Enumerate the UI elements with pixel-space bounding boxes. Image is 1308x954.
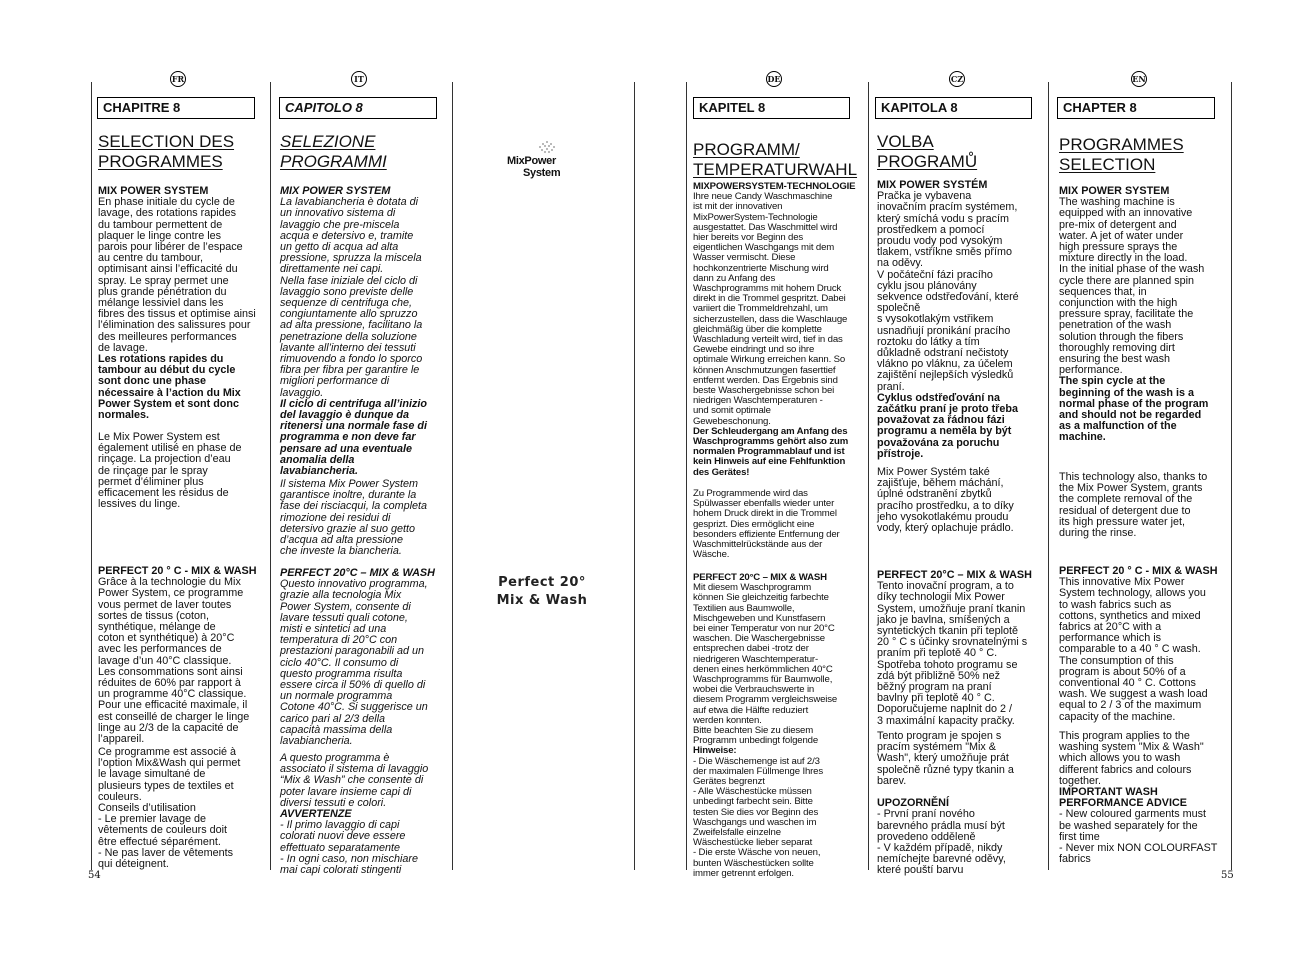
- paragraph: Grâce à la technologie du Mix Power System, ce programme vous permet de laver toutes sortes de tissus (coton, synthétique, mélange de coton et synthétique) à 20°C avec les performances de lavage d’un 40°C classique. Les consommations sont ainsi réduites de 60% par rapport à un programme 40°C classique. Pour une efficacité maximale, il est conseillé de charger le linge linge au 2/3 de la capacité de l’appareil.: [98, 576, 250, 746]
- paragraph: The washing machine is equipped with an innovative pre-mix of detergent and water. A jet of water under high pressure sprays the mixture directly in the load. In the initial phase of the wash cycle there are planned spin sequences that, in conjunction with the high pressure spray, facilitate the penetration of the wash solution through the fibers thoroughly removing dirt ensuring the best wash performance.: [1059, 196, 1205, 377]
- subheading: PERFECT 20 ° C - MIX & WASH: [1059, 565, 1218, 577]
- lang-badge-de: DE: [766, 71, 782, 87]
- text-block-it-rinse: Il sistema Mix Power System garantisce inoltre, durante la fase dei risciacqui, la completa rimozione dei residui di detersivo grazie al suo getto d’acqua ad alta pressione che investe la biancheria.: [280, 478, 428, 558]
- lang-badge-fr: FR: [170, 71, 186, 87]
- lang-badge-en: EN: [1131, 71, 1147, 87]
- paragraph: - Die Wäschemenge ist auf 2/3 der maximalen Füllmenge Ihres Gerätes begrenzt - Alle Wäschestücke müssen unbedingt farbecht sein. Bitte testen Sie dies vor Beginn des Waschgangs und waschen im Zweifelsfalle einzelne Wäschestücke lieber separat - Die erste Wäsche von neuen, bunten Wäschestücken sollte immer getrennt erfolgen.: [693, 755, 824, 879]
- rule: [1048, 82, 1049, 870]
- chapter-box-fr: CHAPITRE 8: [97, 97, 255, 119]
- text-block-en-p20: [1059, 566, 1218, 723]
- paragraph: En phase initiale du cycle de lavage, des rotations rapides du tambour permettent de plaquer le linge contre les parois pour libérer de l’espace au centre du tambour, optimisant ainsi l’efficacité du spray. Le spray permet une plus grande pénétration du mélange lessiviel dans les fibres des tissus et optimise ainsi l’élimination des salissures pour des meilleures performances de lavage.: [98, 196, 256, 354]
- section-title-fr: SELECTION DES PROGRAMMES: [98, 132, 235, 171]
- paragraph: La lavabiancheria è dotata di un innovativo sistema di lavaggio che pre-miscela acqua e detersivo e, tramite un getto di acqua ad alta pressione, spruzza la miscela direttamente nei capi. Nella fase iniziale del ciclo di lavaggio sono previste delle sequenze di centrifuga che, congiuntamente allo spruzzo ad alta pressione, facilitano la penetrazione della soluzione lavante all’interno dei tessuti rimuovendo a fondo lo sporco fibra per fibra per garantire le migliori performance di lavaggio.: [280, 196, 423, 399]
- text-block-it-p20-2: [280, 753, 428, 876]
- paragraph: This program applies to the washing system "Mix & Wash" which allows you to wash different fabrics and colours together.: [1059, 730, 1204, 787]
- text-block-cz-p20: [877, 570, 1032, 727]
- chapter-box-it: CAPITOLO 8: [279, 97, 437, 119]
- subheading: PERFECT 20°C – MIX & WASH: [693, 572, 827, 583]
- paragraph: Mit diesem Waschprogramm können Sie gleichzeitig farbechte Textilien aus Baumwolle, Mischgeweben und Kunstfasern bei einer Temperatur von nur 20°C waschen. Die Waschergebnisse entsprechen dabei -trotz der niedrigeren Waschtemperatur- denen eines herkömmlichen 40°C Waschprogramms für Baumwolle, wobei die Verbrauchswerte in diesem Programm vergleichsweise auf etwa die Hälfte reduziert werden konnten. Bitte beachten Sie zu diesem Programm unbedingt folgende: [693, 582, 838, 747]
- logo-line-2: System: [523, 167, 561, 179]
- rule: [1231, 82, 1232, 870]
- text-block-en-rinse: This technology also, thanks to the Mix Power System, grants the complete removal of the residual of detergent due to its high pressure water jet, during the rinse.: [1059, 471, 1208, 540]
- subheading: MIX POWER SYSTEM: [98, 185, 209, 197]
- text-block-it-mps: [280, 186, 427, 477]
- paragraph: A questo programma è associato il sistema di lavaggio “Mix & Wash” che consente di poter lavare insieme capi di diversi tessuti e colori.: [280, 752, 429, 809]
- section-title-it: SELEZIONE PROGRAMMI: [280, 132, 387, 171]
- rule: [270, 82, 271, 870]
- paragraph: Pračka je vybavena inovačním pracím systémem, který smíchá vodu s pracím prostředkem a pomocí proudu vody pod vysokým tlakem, vstříkne směs přímo na oděvy. V počáteční fázi pracího cyklu jsou plánovány sekvence odstřeďování, které společně s vysokotlakým vstřikem usnadňují pronikání pracího roztoku do látky a tím důkladně odstraní nečistoty vlákno po vláknu, za účelem zajištění nejlepších výsledků praní.: [877, 190, 1019, 393]
- text-block-cz-p20-2: [877, 731, 1014, 877]
- perfect-line-2: Mix & Wash: [496, 593, 588, 608]
- subheading: PERFECT 20°C – MIX & WASH: [280, 567, 435, 579]
- rule: [91, 82, 92, 870]
- paragraph: Ihre neue Candy Waschmaschine ist mit der innovativen MixPowerSystem-Technologie ausgestattet. Das Waschmittel wird hier bereits vor Beginn des eigentlichen Waschgangs mit dem Wasser vermischt. Diese hochkonzentrierte Mischung wird dann zu Anfang des Waschprogramms mit hohem Druck direkt in die Trommel gespritzt. Dabei variiert die Trommeldrehzahl, um sicherzustellen, dass die Waschlauge gleichmäßig über die komplette Waschladung verteilt wird, tief in das Gewebe eindringt und so ihre optimale Wirkung erreichen kann. So können Anschmutzungen faserttief entfernt werden. Das Ergebnis sind beste Waschergebnisse schon bei niedrigen Waschtemperaturen - und somit optimale Gewebeschonung.: [693, 191, 848, 427]
- bold-paragraph: Les rotations rapides du tambour au début du cycle sont donc une phase nécessaire à l’action du Mix Power System et sont donc normales.: [98, 353, 241, 422]
- text-block-fr-mps: [98, 186, 256, 421]
- text-block-de-rinse: Zu Programmende wird das Spülwasser ebenfalls wieder unter hohem Druck direkt in die Trommel gesprizt. Dies ermöglicht eine besonders effiziente Entfernung der Waschmittelrückstände aus der Wäsche.: [693, 488, 840, 561]
- section-title-en: PROGRAMMES SELECTION: [1059, 135, 1184, 174]
- text-block-cz-mps: [877, 180, 1019, 460]
- rule: [634, 82, 635, 870]
- text-block-en-p20-2: [1059, 731, 1217, 865]
- subheading: PERFECT 20 ° C - MIX & WASH: [98, 565, 257, 577]
- subheading: IMPORTANT WASH PERFORMANCE ADVICE: [1059, 786, 1187, 810]
- page-number-right: 55: [1221, 870, 1234, 881]
- bold-paragraph: Il ciclo di centrifuga all’inizio del lavaggio è dunque da ritenersi una normale fase di programma e non deve far pensare ad una eventuale anomalia della lavabiancheria.: [280, 397, 428, 478]
- chapter-box-en: CHAPTER 8: [1057, 97, 1215, 119]
- subheading: PERFECT 20°C – MIX & WASH: [877, 569, 1032, 581]
- subheading: AVVERTENZE: [280, 808, 352, 821]
- paragraph: Questo innovativo programma, grazie alla tecnologia Mix Power System, consente di lavare tessuti quali cotone, misti e sintetici ad una temperatura di 20°C con prestazioni paragonabili ad un ciclo 40°C. Il consumo di questo programma risulta essere circa il 50% di quello di un normale programma Cotone 40°C. Si suggerisce un carico pari al 2/3 della capacità massima della lavabiancheria.: [280, 578, 428, 748]
- lang-badge-cz: CZ: [949, 71, 965, 87]
- text-block-de-mps: [693, 182, 855, 478]
- perfect-mix-wash-label: [472, 574, 612, 610]
- paragraph: - New coloured garments must be washed separately for the first time - Never mix NON COLOURFAST fabrics: [1059, 808, 1218, 866]
- text-block-en-mps: [1059, 186, 1208, 444]
- bold-paragraph: The spin cycle at the beginning of the wash is a normal phase of the program and should not be regarded as a malfunction of the machine.: [1059, 375, 1209, 444]
- subheading: Hinweise:: [693, 745, 737, 757]
- paragraph: Tento program je spojen s pracím systémem "Mix & Wash", který umožňuje prát společně různé typy tkanin a barev.: [877, 730, 1014, 787]
- subheading: UPOZORNĚNÍ: [877, 797, 949, 810]
- paragraph: - První praní nového barevného prádla musí být provedeno odděleně - V každém případě, nikdy nemíchejte barevné oděvy, které pouští barvu: [877, 808, 1006, 877]
- spray-icon: [537, 140, 557, 156]
- paragraph: This innovative Mix Power System technology, allows you to wash fabrics such as cottons, synthetics and mixed fabrics at 20°C with a performance which is comparable to a 40 ° C wash. The consumption of this program is about 50% of a conventional 40 ° C. Cottons wash. We suggest a wash load equal to 2 / 3 of the maximum capacity of the machine.: [1059, 576, 1208, 723]
- paragraph: Tento inovační program, a to díky technologii Mix Power System, umožňuje praní tkanin jako je bavlna, smíšených a syntetických tkanin při teplotě 20 ° C s účinky srovnatelnými s praním při teplotě 40 ° C. Spotřeba tohoto programu se zdá být přibližně 50% než běžný program na praní bavlny při teplotě 40 ° C. Doporučujeme naplnit do 2 / 3 maximální kapacity pračky.: [877, 580, 1028, 727]
- subheading: MIXPOWERSYSTEM-TECHNOLOGIE: [693, 181, 856, 192]
- subheading: MIX POWER SYSTÉM: [877, 179, 988, 191]
- subheading: MIX POWER SYSTEM: [280, 185, 391, 197]
- mixpower-system-logo: [503, 140, 583, 182]
- paragraph: - Il primo lavaggio di capi colorati nuovi deve essere effettuato separatamente - In ogni caso, non mischiare mai capi colorati stingenti: [280, 819, 419, 877]
- text-block-it-p20: [280, 568, 435, 747]
- rule: [868, 82, 869, 870]
- text-block-fr-p20: [98, 566, 257, 745]
- perfect-line-1: Perfect 20°: [498, 575, 586, 590]
- subheading: MIX POWER SYSTEM: [1059, 185, 1170, 197]
- rule: [686, 82, 687, 870]
- section-title-cz: VOLBA PROGRAMŮ: [877, 132, 978, 171]
- chapter-box-cz: KAPITOLA 8: [875, 97, 1032, 119]
- text-block-cz-rinse: Mix Power Systém také zajišťuje, během máchání, úplné odstranění zbytků pracího prostředku, a to díky jeho vysokotlakému proudu vody, který oplachuje prádlo.: [877, 466, 1014, 535]
- text-block-fr-p20-2: Ce programme est associé à l’option Mix&Wash qui permet le lavage simultané de plusieurs types de textiles et couleurs. Conseils d’utilisation - Le premier lavage de vêtements de couleurs doit être effectué séparément. - Ne pas laver de vêtements qui déteignent.: [98, 746, 241, 871]
- chapter-box-de: KAPITEL 8: [693, 97, 850, 119]
- bold-paragraph: Der Schleudergang am Anfang des Waschprogramms gehört also zum normalen Programmablauf und ist kein Hinweis auf eine Fehlfunktion des Gerätes!: [693, 425, 849, 478]
- text-block-fr-rinse: Le Mix Power System est également utilisé en phase de rinçage. La projection d’eau de rinçage par le spray permet d’éliminer plus efficacement les résidus de lessives du linge.: [98, 431, 242, 511]
- section-title-de: PROGRAMM/ TEMPERATURWAHL: [693, 140, 858, 179]
- bold-paragraph: Cyklus odstřeďování na začátku praní je proto třeba považovat za řádnou fázi programu a neměla by být považována za poruchu přístroje.: [877, 391, 1018, 460]
- rule: [452, 82, 453, 870]
- lang-badge-it: IT: [351, 71, 367, 87]
- logo-line-1: MixPower: [507, 155, 556, 167]
- text-block-de-p20: [693, 573, 837, 879]
- page-number-left: 54: [88, 870, 101, 881]
